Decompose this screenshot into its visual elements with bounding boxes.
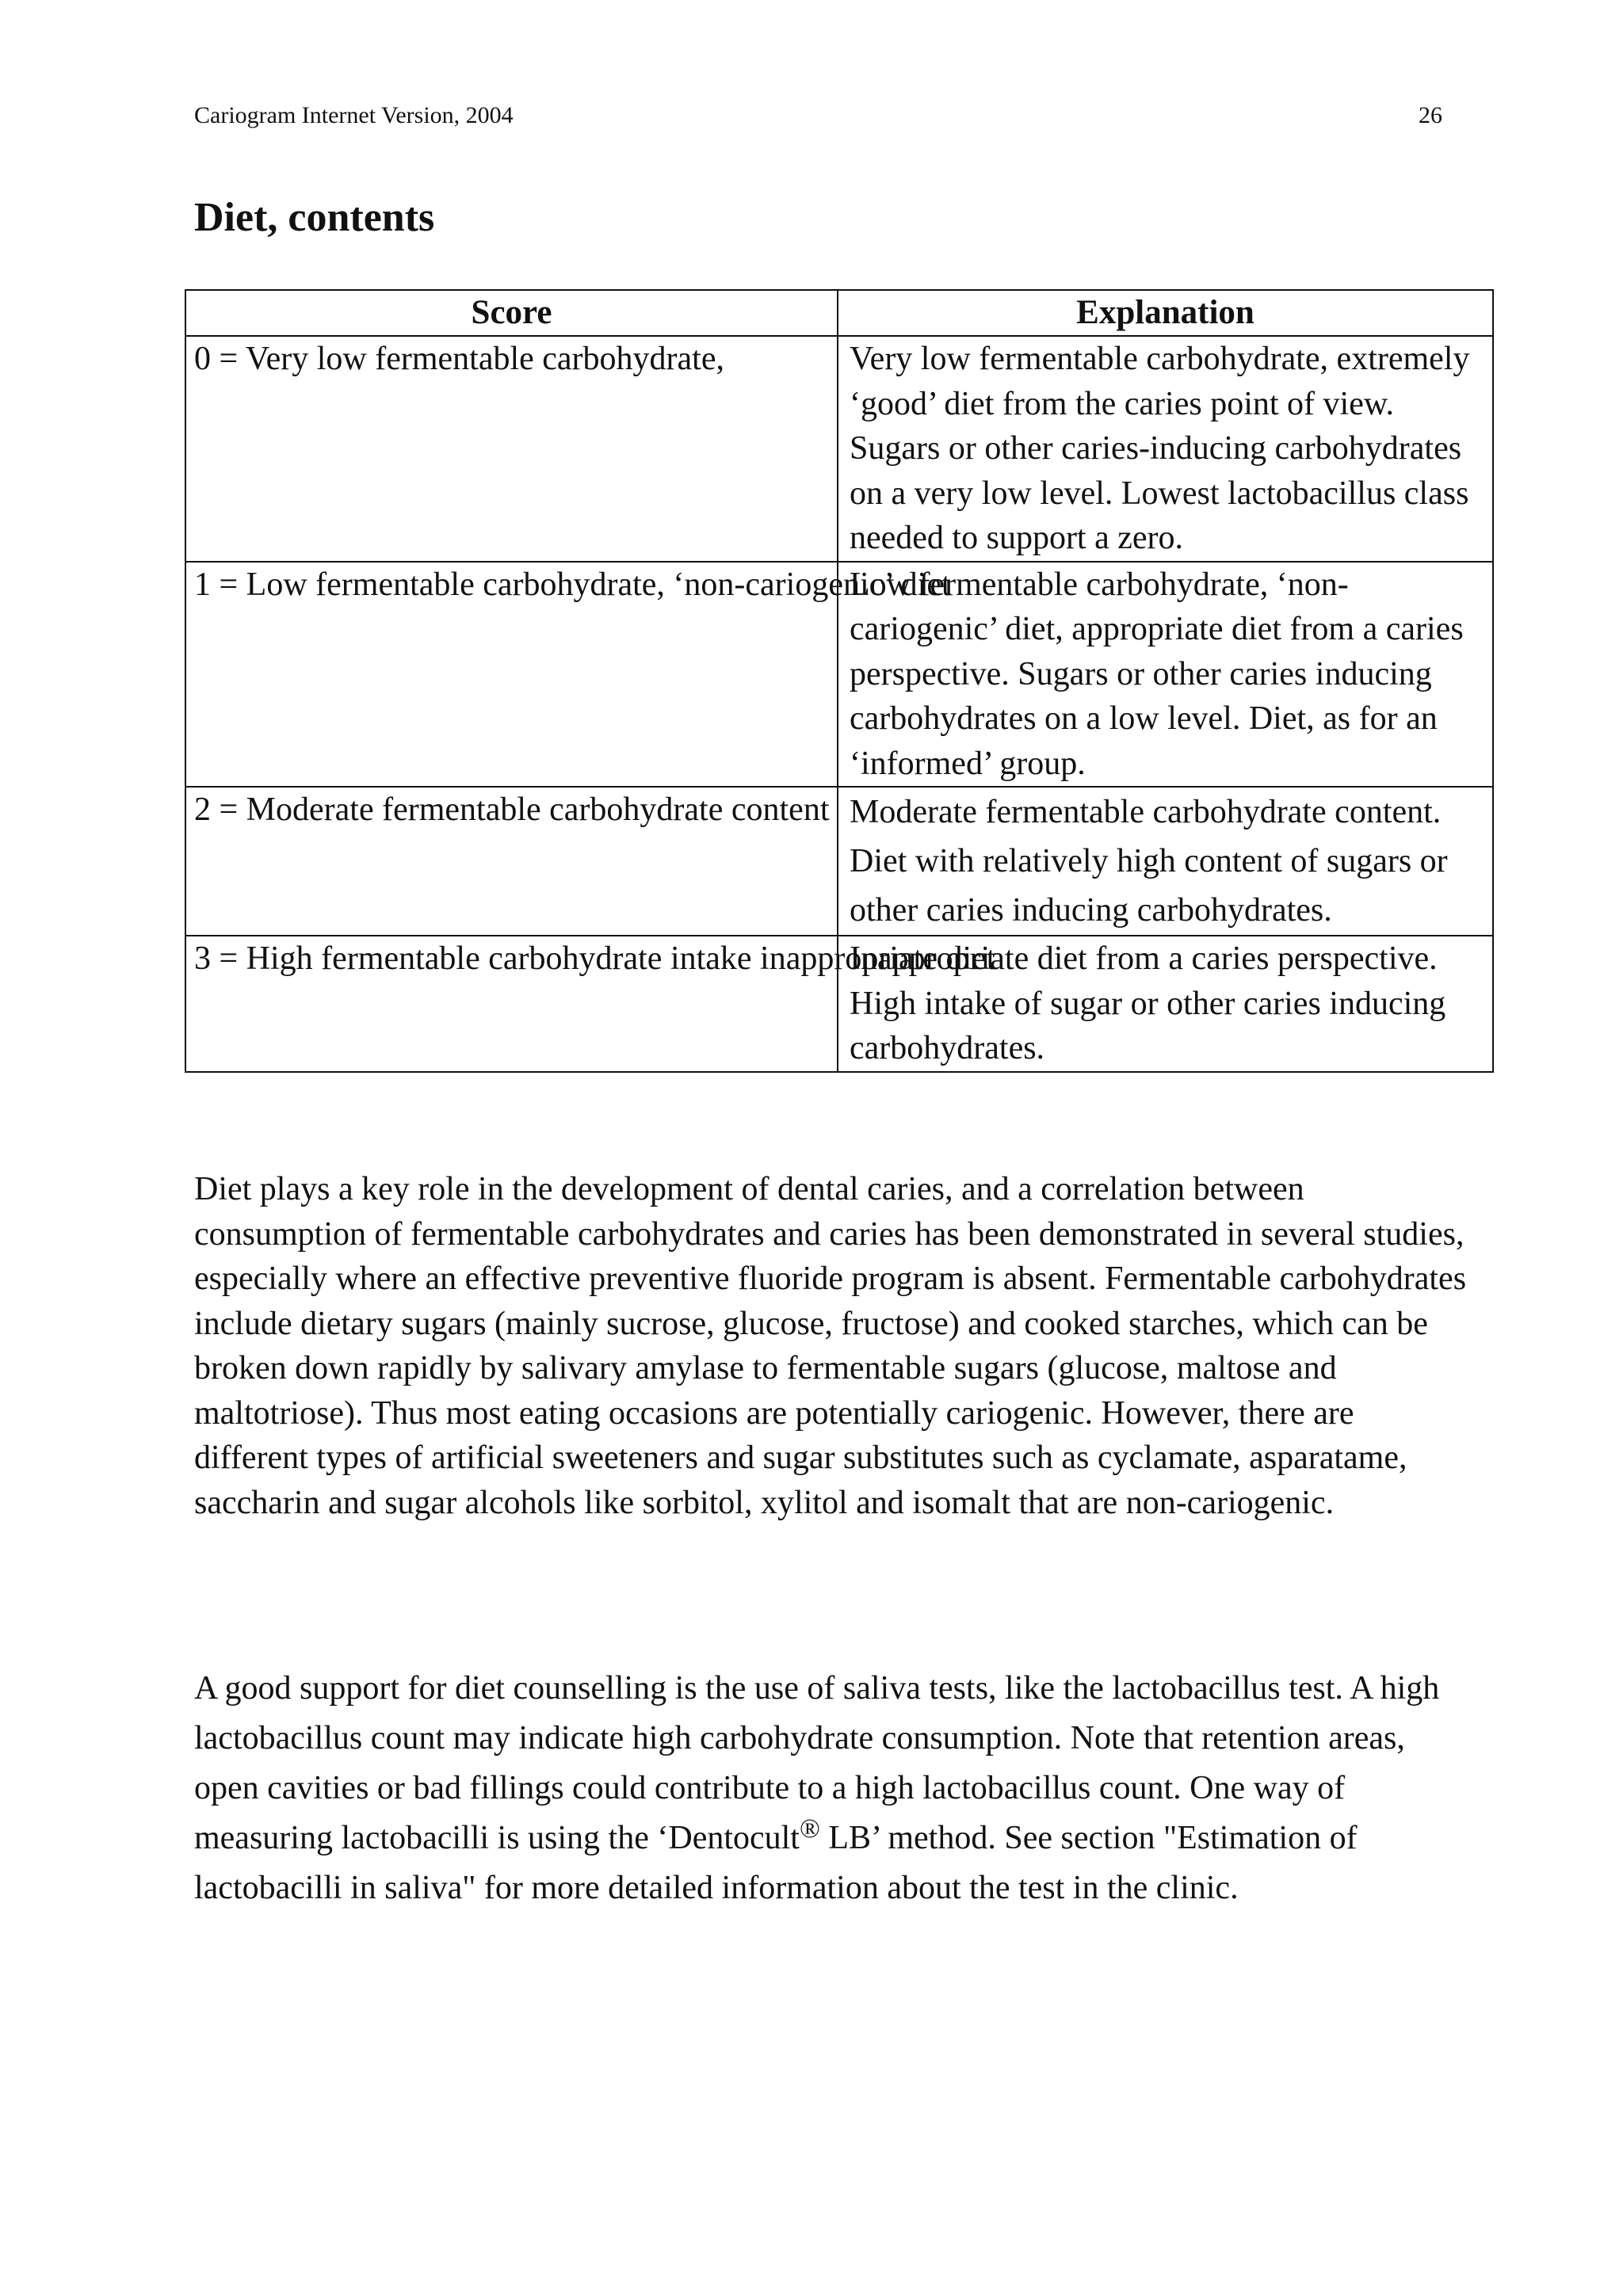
column-header-explanation: Explanation [838,290,1493,336]
diet-paragraph: Diet plays a key role in the development of dental caries, and a correlation between consumption of fermentable carbohydrates and caries has been demonstrated in several studies, especially where an effective preventive fluoride program is absent. Fermentable carbohydrates include dietary sugars (mainly sucrose, glucose, fructose) and cooked starches, which can be broken down rapidly by salivary amylase to fermentable sugars (glucose, maltose and maltotriose). Thus most eating occasions are potentially cariogenic. However, there are different types of artificial sweeteners and sugar substitutes such as cyclamate, asparatame, saccharin and sugar alcohols like sorbitol, xylitol and isomalt that are non-cariogenic. [194,1171,1467,1521]
table-row [185,787,1493,936]
score-cell: 0 = Very low fermentable carbohydrate, [185,336,838,562]
section-title: Diet, contents [194,195,435,240]
page-number: 26 [1419,102,1442,128]
column-header-score: Score [185,290,838,336]
paragraph-text-before: A good support for diet counselling is the use of saliva tests, like the lactobacillus test. A high lactobacillus count may indicate high carbohydrate consumption. Note that retention areas, open cavities or bad fillings could contribute to a high lactobacillus count. One way of measuring lactobacilli is using the ‘Dentocult [194,1670,1440,1856]
score-cell: 1 = Low fermentable carbohydrate, ‘non-cariogenic’ diet [185,562,838,788]
explanation-cell: Moderate fermentable carbohydrate content. Diet with relatively high content of sugars or other caries inducing carbohydrates. [838,787,1493,936]
score-cell: 3 = High fermentable carbohydrate intake inappropriate diet [185,936,838,1072]
registered-mark: ® [799,1814,820,1844]
diet-score-table [185,289,1494,1073]
saliva-test-paragraph [194,1664,1470,1913]
table-row [185,936,1493,1072]
table-row [185,336,1493,562]
paragraph-text-after: LB’ method. See section "Estimation of lactobacilli in saliva" for more detailed information about the test in the clinic. [194,1820,1358,1906]
explanation-cell: Very low fermentable carbohydrate, extremely ‘good’ diet from the caries point of view. Sugars or other caries-inducing carbohydrates on a very low level. Lowest lactobacillus class needed to support a zero. [838,336,1493,562]
table-header-row [185,290,1493,336]
table-row [185,562,1493,788]
score-cell: 2 = Moderate fermentable carbohydrate content [185,787,838,936]
running-header [194,101,1442,130]
header-document-title: Cariogram Internet Version, 2004 [194,102,514,128]
explanation-cell: Inappropriate diet from a caries perspective. High intake of sugar or other caries inducing carbohydrates. [838,936,1493,1072]
explanation-cell: Low fermentable carbohydrate, ‘non-cariogenic’ diet, appropriate diet from a caries perspective. Sugars or other caries inducing carbohydrates on a low level. Diet, as for an ‘informed’ group. [838,562,1493,788]
